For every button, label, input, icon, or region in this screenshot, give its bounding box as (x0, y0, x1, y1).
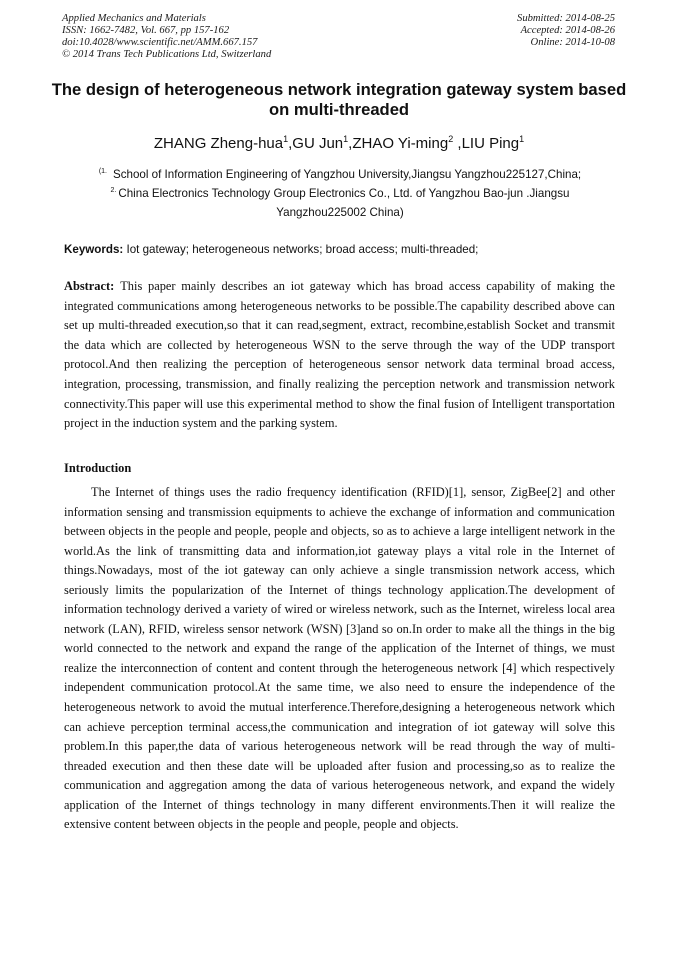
affiliation-2-cont: Yangzhou225002 China) (276, 206, 404, 219)
author-separator: , (288, 135, 293, 152)
title-line-2: on multi-threaded (268, 100, 410, 119)
submitted-date: Submitted: 2014-08-25 (517, 13, 615, 24)
author-separator: , (348, 135, 353, 152)
doi-line: doi:10.4028/www.scientific.net/AMM.667.157 (62, 37, 258, 48)
journal-name: Applied Mechanics and Materials (62, 13, 206, 24)
affiliation-text: School of Information Engineering of Yangzhou University,Jiangsu Yangzhou225127,China; (113, 168, 582, 181)
issn-line: ISSN: 1662-7482, Vol. 667, pp 157-162 (62, 25, 230, 36)
author-name: ZHANG Zheng-hua (153, 135, 284, 152)
abstract-text: This paper mainly describes an iot gateway which has broad access capability of making the integrated communications among heterogeneous networks to be possible.The capability described above can set up multi-threaded execution,so that it can read,segment, extract, recombine,establish Socket and transmit the data which are collected by heterogeneous WSN to the serve through the way of the UDP transport protocol.And then realizing the perception of heterogeneous sensor network data terminal broad access, integration, processing, transmission, and finally realizing the perception network and transmission network connectivity.This paper will use this experimental method to show the final fusion of Intelligent transportation project in the induction system and the parking system. (64, 279, 615, 431)
journal-info (62, 13, 271, 61)
publication-dates (517, 13, 615, 49)
introduction-paragraph: The Internet of things uses the radio frequency identification (RFID)[1], sensor, ZigBee[2] and other information sensing and transmission equipments to achieve the exchange of information and communication between objects in the people and people, people and objects, so as to achieve a large intelligent network in the world.As the link of transmitting data and information,iot gateway plays a vital role in the Internet of things.Nowadays, most of the iot gateway can only achieve a single transmission network access, which seriously limits the popularization of the Internet of things technology application.The development of information technology derived a variety of wired or wireless network, such as the Internet, wireless local area network (LAN), RFID, wireless sensor network (WSN) [3]and so on.In order to make all the things in the big world connected to the network and expand the range of the application of the Internet of things, we must realize the interconnection of content and content through the heterogeneous network [4] which respectively independent communication protocol.At the same time, we also need to ensure the independence of the heterogeneous network to avoid the mutual interference.Therefore,designing a heterogeneous network which can achieve perception terminal access,the communication and integration of iot gateway will solve this problem.In this paper,the data of various heterogeneous network will be read through the way of multi-threaded execution and then these date will be uploaded after fusion and processing,so as to realize the communication and aggregation among the data of various heterogeneous network, and expand the widely application of the Internet of things technology in many different environments.Then it will realize the extensive content between objects in the people and people, people and objects. (64, 485, 615, 832)
affiliation-marker: 1 (283, 134, 289, 144)
affiliation-marker: 1 (343, 134, 349, 144)
author-list (40, 134, 638, 154)
keywords (64, 242, 478, 258)
affiliation-1 (60, 165, 620, 184)
title-line-1: The design of heterogeneous network integration gateway system based (51, 80, 627, 99)
author-name: LIU Ping (461, 135, 520, 152)
online-date: Online: 2014-10-08 (530, 37, 615, 48)
affiliation-2 (60, 184, 620, 203)
affiliation-marker: 2. (110, 187, 117, 194)
affiliation-marker: 1 (519, 134, 525, 144)
abstract (64, 277, 615, 434)
paper-title (40, 80, 638, 120)
author-name: ZHAO Yi-ming (352, 135, 449, 152)
abstract-label: Abstract: (64, 279, 115, 293)
section-heading-introduction: Introduction (64, 461, 132, 475)
affiliations (60, 165, 620, 222)
author-name: GU Jun (292, 135, 344, 152)
author-separator: , (453, 135, 462, 152)
keywords-text: Iot gateway; heterogeneous networks; broad access; multi-threaded; (123, 243, 479, 256)
copyright-line: © 2014 Trans Tech Publications Ltd, Switzerland (62, 49, 272, 60)
accepted-date: Accepted: 2014-08-26 (520, 25, 615, 36)
affiliation-marker: (1. (98, 168, 107, 175)
keywords-label: Keywords: (64, 243, 124, 256)
affiliation-text: China Electronics Technology Group Electronics Co., Ltd. of Yangzhou Bao-jun .Jiangsu (118, 187, 570, 200)
affiliation-marker: 2 (448, 134, 454, 144)
